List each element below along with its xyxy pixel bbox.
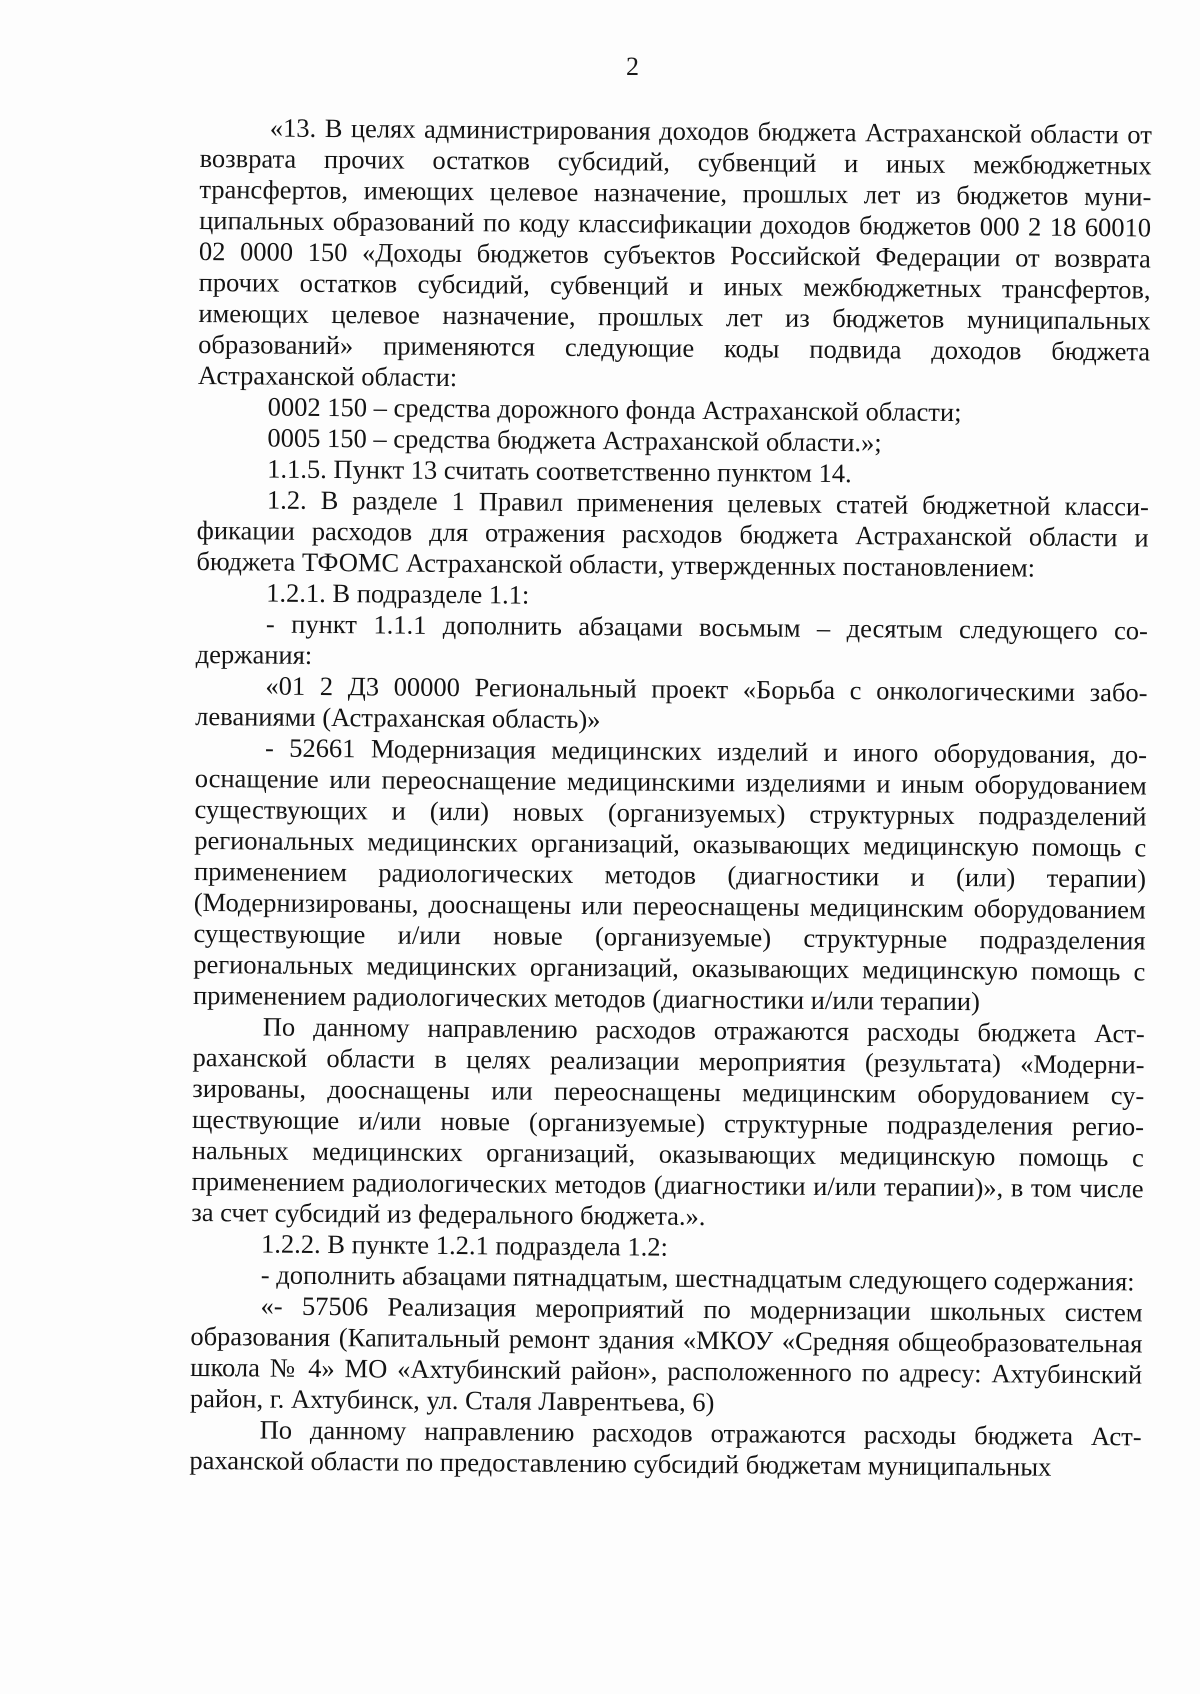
paragraph-road-fund-code: 0002 150 – средства дорожного фонда Астраханской области; bbox=[267, 391, 962, 427]
paragraph-57506: «- 57506 Реализация мероприятий по модернизации школьных систем образования (Капитальный ремонт здания «МКОУ «Средняя общеобразовательная школа № 4» МО «Ахтубинский район», расположенного по адресу: Ахтубинский район, г. Ахтубинск, ул. Сталя Лаврентьева, 6) bbox=[189, 1290, 1143, 1418]
paragraph-regional-project: «01 2 Д3 00000 Региональный проект «Борьба с онкологическими заболеваниями (Астраханская область)» bbox=[195, 670, 1148, 735]
paragraph-1-2-2: 1.2.2. В пункте 1.2.1 подраздела 1.2: bbox=[260, 1228, 669, 1262]
paragraph-budget-code: 0005 150 – средства бюджета Астраханской области.»; bbox=[267, 422, 882, 458]
document-body bbox=[189, 112, 1152, 1483]
paragraph-1-1-5: 1.1.5. Пункт 13 считать соответственно пунктом 14. bbox=[267, 453, 852, 489]
paragraph-add-abzats: - дополнить абзацами пятнадцатым, шестнадцатым следующего содержания: bbox=[260, 1259, 1135, 1297]
page-number: 2 bbox=[626, 52, 639, 81]
paragraph-item-13: «13. В целях администрирования доходов бюджета Астраханской области от возврата прочих остатков субсидий, субвенций и иных межбюджетных трансфертов, имеющих целевое назначение, прошлых лет из бюджетов муниципальных образований по коду классификации доходов бюджетов 000 2 18 60010 02 0000 150 «Доходы бюджетов субъектов Российской Федерации от возврата прочих остатков субсидий, субвенций и иных межбюджетных трансфертов, имеющих целевое назначение, прошлых лет из бюджетов муниципальных образований» применяются следующие коды подвида доходов бюджета Астраханской области: bbox=[197, 112, 1152, 393]
paragraph-52661: - 52661 Модернизация медицинских изделий и иного оборудования, дооснащение или переоснащение медицинскими изделиями и иным оборудованием существующих и (или) новых (организуемых) структурных подразделений региональных медицинских организаций, оказывающих медицинскую помощь с применением радиологических методов (диагностики и (или) терапии) (Модернизированы, дооснащены или переоснащены медицинским оборудованием существующие и/или новые (организуемые) структурные подразделения региональных медицинских организаций, оказывающих медицинскую помощь с применением радиологических методов (диагностики и/или терапии) bbox=[192, 732, 1148, 1017]
paragraph-1-2-1: 1.2.1. В подразделе 1.1: bbox=[266, 577, 530, 610]
paragraph-expenses-subsidies: По данному направлению расходов отражаются расходы бюджета Астраханской области по предоставлению субсидий бюджетам муниципальных bbox=[189, 1414, 1142, 1482]
paragraph-expenses-radiology: По данному направлению расходов отражаются расходы бюджета Астраханской области в целях реализации мероприятия (результата) «Модернизированы, дооснащены или переоснащены медицинским оборудованием существующие и/или новые (организуемые) структурные подразделения региональных медицинских организаций, оказывающих медицинскую помощь с применением радиологических методов (диагностики и/или терапии)», в том числе за счет субсидий из федерального бюджета.». bbox=[191, 1011, 1145, 1232]
paragraph-1-2: 1.2. В разделе 1 Правил применения целевых статей бюджетной классификации расходов для отражения расходов бюджета Астраханской области и бюджета ТФОМС Астраханской области, утвержденных постановлением: bbox=[196, 484, 1150, 583]
paragraph-item-1-1-1: - пункт 1.1.1 дополнить абзацами восьмым – десятым следующего содержания: bbox=[195, 608, 1149, 670]
